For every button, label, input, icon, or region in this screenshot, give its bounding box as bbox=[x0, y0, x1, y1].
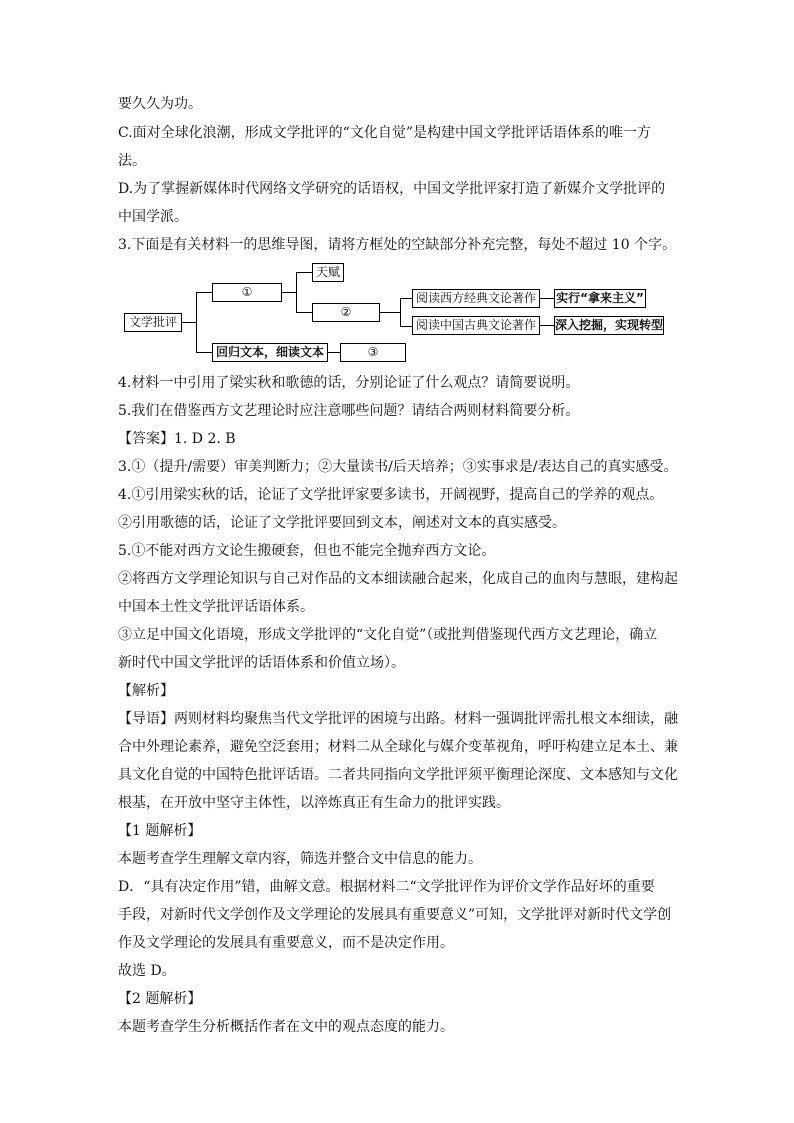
q1-analysis-line-1: 本题考查学生理解文章内容，筛选并整合文中信息的能力。 bbox=[118, 851, 482, 867]
connector bbox=[540, 325, 554, 326]
option-d-line-2: 中国学派。 bbox=[118, 209, 188, 225]
connector bbox=[196, 292, 197, 352]
transform-node: 深入挖掘，实现转型 bbox=[554, 316, 664, 335]
return-text-node: 回归文本，细读文本 bbox=[212, 343, 328, 362]
intro-line-1: 【导语】两则材料均聚焦当代文学批评的困境与出路。材料一强调批评需扎根文本细读，融 bbox=[118, 711, 678, 727]
blank-box-2: ② bbox=[312, 303, 380, 322]
connector bbox=[380, 312, 400, 313]
connector bbox=[296, 272, 297, 312]
nalai-node: 实行“拿来主义” bbox=[554, 289, 646, 308]
q2-analysis-heading: 【2 题解析】 bbox=[118, 991, 202, 1007]
answer-3: 3.①（提升/需要）审美判断力；②大量读书/后天培养；③实事求是/表达自己的真实感受。 bbox=[118, 459, 678, 475]
answer-heading: 【答案】1. D 2. B bbox=[118, 431, 236, 447]
analysis-heading: 【解析】 bbox=[118, 683, 174, 699]
q1-analysis-line-2: D．“具有决定作用”错，曲解文意。根据材料二“文学批评作为评价文学作品好坏的重要 bbox=[118, 879, 655, 895]
option-d-line-1: D.为了掌握新媒体时代网络文学研究的话语权，中国文学批评家打造了新媒介文学批评的 bbox=[118, 181, 666, 197]
connector bbox=[328, 352, 340, 353]
connector bbox=[400, 326, 412, 327]
connector bbox=[400, 298, 412, 299]
read-west-node: 阅读西方经典文论著作 bbox=[412, 289, 540, 308]
connector bbox=[196, 292, 212, 293]
answer-4-1: 4.①引用梁实秋的话，论证了文学批评家要多读书，开阔视野，提高自己的学养的观点。 bbox=[118, 487, 664, 503]
q1-analysis-heading: 【1 题解析】 bbox=[118, 823, 202, 839]
connector bbox=[282, 292, 296, 293]
q2-analysis-line-1: 本题考查学生分析概括作者在文中的观点态度的能力。 bbox=[118, 1019, 454, 1035]
answer-5-3a: ③立足中国文化语境，形成文学批评的“文化自觉”（或批判借鉴现代西方文艺理论，确立 bbox=[118, 627, 658, 643]
question-4: 4.材料一中引用了梁实秋和歌德的话，分别论证了什么观点？请简要说明。 bbox=[118, 375, 580, 391]
read-china-node: 阅读中国古典文论著作 bbox=[412, 316, 540, 335]
intro-line-4: 根基，在开放中坚守主体性，以淬炼真正有生命力的批评实践。 bbox=[118, 795, 510, 811]
connector bbox=[296, 312, 312, 313]
blank-box-3: ③ bbox=[340, 343, 406, 362]
root-node: 文学批评 bbox=[124, 313, 182, 332]
question-3: 3.下面是有关材料一的思维导图，请将方框处的空缺部分补充完整，每处不超过 10 个字。 bbox=[118, 237, 677, 253]
connector bbox=[296, 272, 312, 273]
intro-line-2: 合中外理论素养，避免空泛套用；材料二从全球化与媒介变革视角，呼吁构建立足本土、兼 bbox=[118, 739, 678, 755]
talent-node: 天赋 bbox=[312, 263, 344, 282]
q1-analysis-line-4: 作及文学理论的发展具有重要意义，而不是决定作用。 bbox=[118, 935, 454, 951]
connector bbox=[540, 298, 554, 299]
q1-conclusion: 故选 D。 bbox=[118, 963, 176, 979]
connector bbox=[182, 322, 196, 323]
question-5: 5.我们在借鉴西方文艺理论时应注意哪些问题？请结合两则材料简要分析。 bbox=[118, 403, 580, 419]
answer-5-2a: ②将西方文学理论知识与自己对作品的文本细读融合起来，化成自己的血肉与慧眼，建构起 bbox=[118, 571, 678, 587]
answer-4-2: ②引用歌德的话，论证了文学批评要回到文本，阐述对文本的真实感受。 bbox=[118, 515, 566, 531]
blank-box-1: ① bbox=[212, 283, 282, 302]
text-line: 要久久为功。 bbox=[118, 96, 202, 112]
connector bbox=[196, 352, 212, 353]
option-c-line-2: 法。 bbox=[118, 153, 146, 169]
q1-analysis-line-3: 手段，对新时代文学创作及文学理论的发展具有重要意义”可知，文学批评对新时代文学创 bbox=[118, 907, 672, 923]
answer-5-2b: 中国本土性文学批评话语体系。 bbox=[118, 599, 314, 615]
answer-5-3b: 新时代中国文学批评的话语体系和价值立场）。 bbox=[118, 655, 405, 671]
connector bbox=[400, 298, 401, 326]
option-c-line-1: C.面对全球化浪潮，形成文学批评的“文化自觉”是构建中国文学批评话语体系的唯一方 bbox=[118, 125, 651, 141]
intro-line-3: 具文化自觉的中国特色批评话语。二者共同指向文学批评须平衡理论深度、文本感知与文化 bbox=[118, 767, 678, 783]
answer-5-1: 5.①不能对西方文论生搬硬套，但也不能完全抛弃西方文论。 bbox=[118, 543, 496, 559]
